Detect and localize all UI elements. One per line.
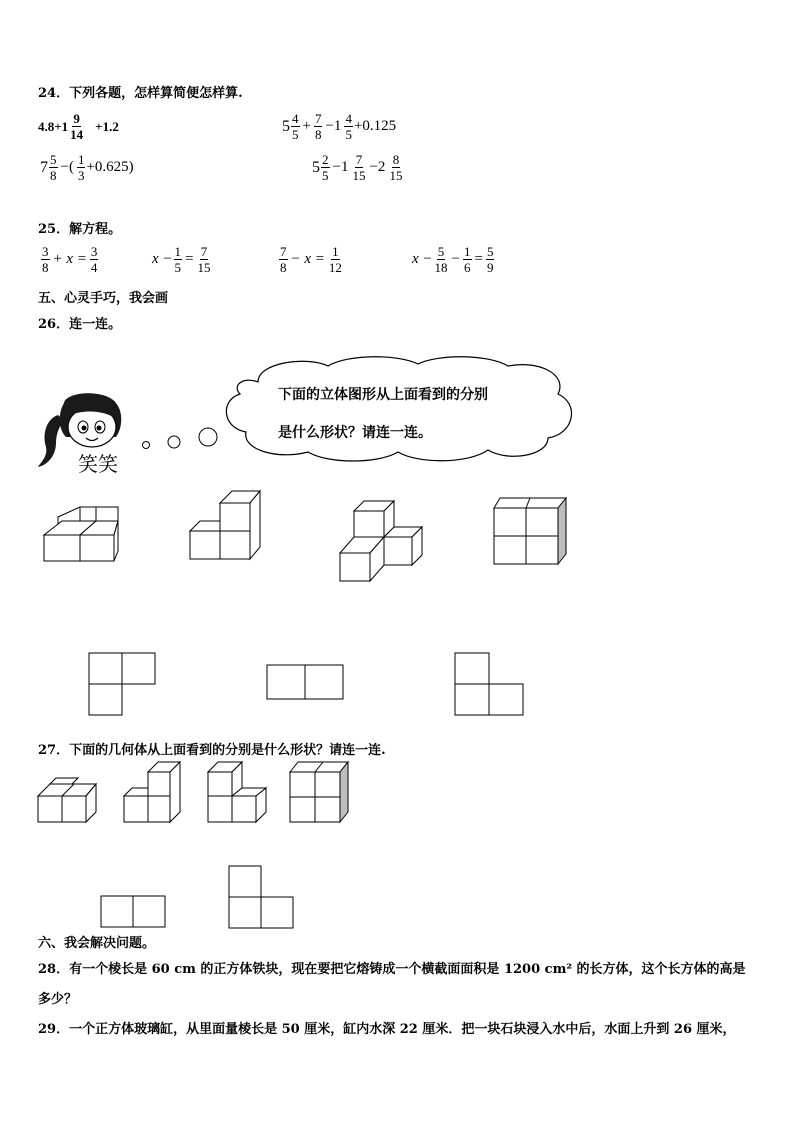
- q27-top-view-a: [100, 895, 168, 929]
- q27-solid-1: [36, 776, 102, 824]
- q26-top-view-b: [266, 664, 346, 700]
- q24-expression-3: 7 $\frac{5}{8}$ −( $\frac{1}{3}$ +0.625): [40, 152, 134, 183]
- q25-equation-4: x − $\frac{5}{18}$ − $\frac{1}{6}$ = $\frac{5}{9}$: [412, 244, 494, 275]
- q24-expression-1: 4.8+1 $\frac{9}{14}$ +1.2: [38, 111, 119, 142]
- q27-solid-4: [288, 760, 352, 824]
- q28-line-2: 多少？: [38, 992, 78, 1007]
- q27-title: 27．下面的几何体从上面看到的分别是什么形状？请连一连.: [38, 743, 386, 758]
- q26-solid-1: [40, 505, 122, 563]
- q26-top-view-a: [88, 652, 158, 718]
- q24-title: 24．下列各题，怎样算简便怎样算.: [38, 86, 243, 101]
- thought-dots: [140, 425, 220, 455]
- q25-title: 25．解方程。: [38, 222, 122, 237]
- q26-solid-4: [490, 496, 570, 568]
- speech-cloud: [218, 352, 580, 464]
- q26-title: 26．连一连。: [38, 317, 122, 332]
- q25-equation-3: $\frac{7}{8}$ − x = $\frac{1}{12}$: [280, 244, 342, 275]
- q26-top-view-c: [454, 652, 526, 718]
- q29-line-1: 29．一个正方体玻璃缸，从里面量棱长是 50 厘米，缸内水深 22 厘米．把一块石块浸入水中后，水面上升到 26 厘米，: [38, 1022, 736, 1037]
- q27-solid-3: [204, 760, 270, 824]
- q25-equation-2: x − $\frac{1}{5}$ = $\frac{7}{15}$: [152, 244, 211, 275]
- girl-name-label: 笑笑: [78, 452, 118, 476]
- bubble-line-2: 是什么形状？请连一连。: [278, 425, 432, 441]
- section-6-heading: 六、我会解决问题。: [38, 936, 156, 951]
- q25-equation-1: $\frac{3}{8}$ + x = $\frac{3}{4}$: [42, 244, 98, 275]
- section-5-heading: 五、心灵手巧，我会画: [38, 291, 169, 306]
- q27-top-view-b: [228, 865, 296, 929]
- q24-expression-2: 5 $\frac{4}{5}$ + $\frac{7}{8}$ −1 $\frac{4}{5}$ +0.125: [282, 111, 397, 142]
- q26-solid-3: [338, 497, 428, 583]
- bubble-line-1: 下面的立体图形从上面看到的分别: [278, 387, 488, 403]
- q24-expression-4: 5 $\frac{2}{5}$ −1 $\frac{7}{15}$ −2 $\frac{8}{15}$: [312, 152, 403, 183]
- q26-solid-2: [188, 487, 264, 561]
- q27-solid-2: [120, 760, 184, 824]
- q28-line-1: 28．有一个棱长是 60 cm 的正方体铁块，现在要把它熔铸成一个横截面面积是 1200 cm² 的长方体，这个长方体的高是: [38, 962, 746, 977]
